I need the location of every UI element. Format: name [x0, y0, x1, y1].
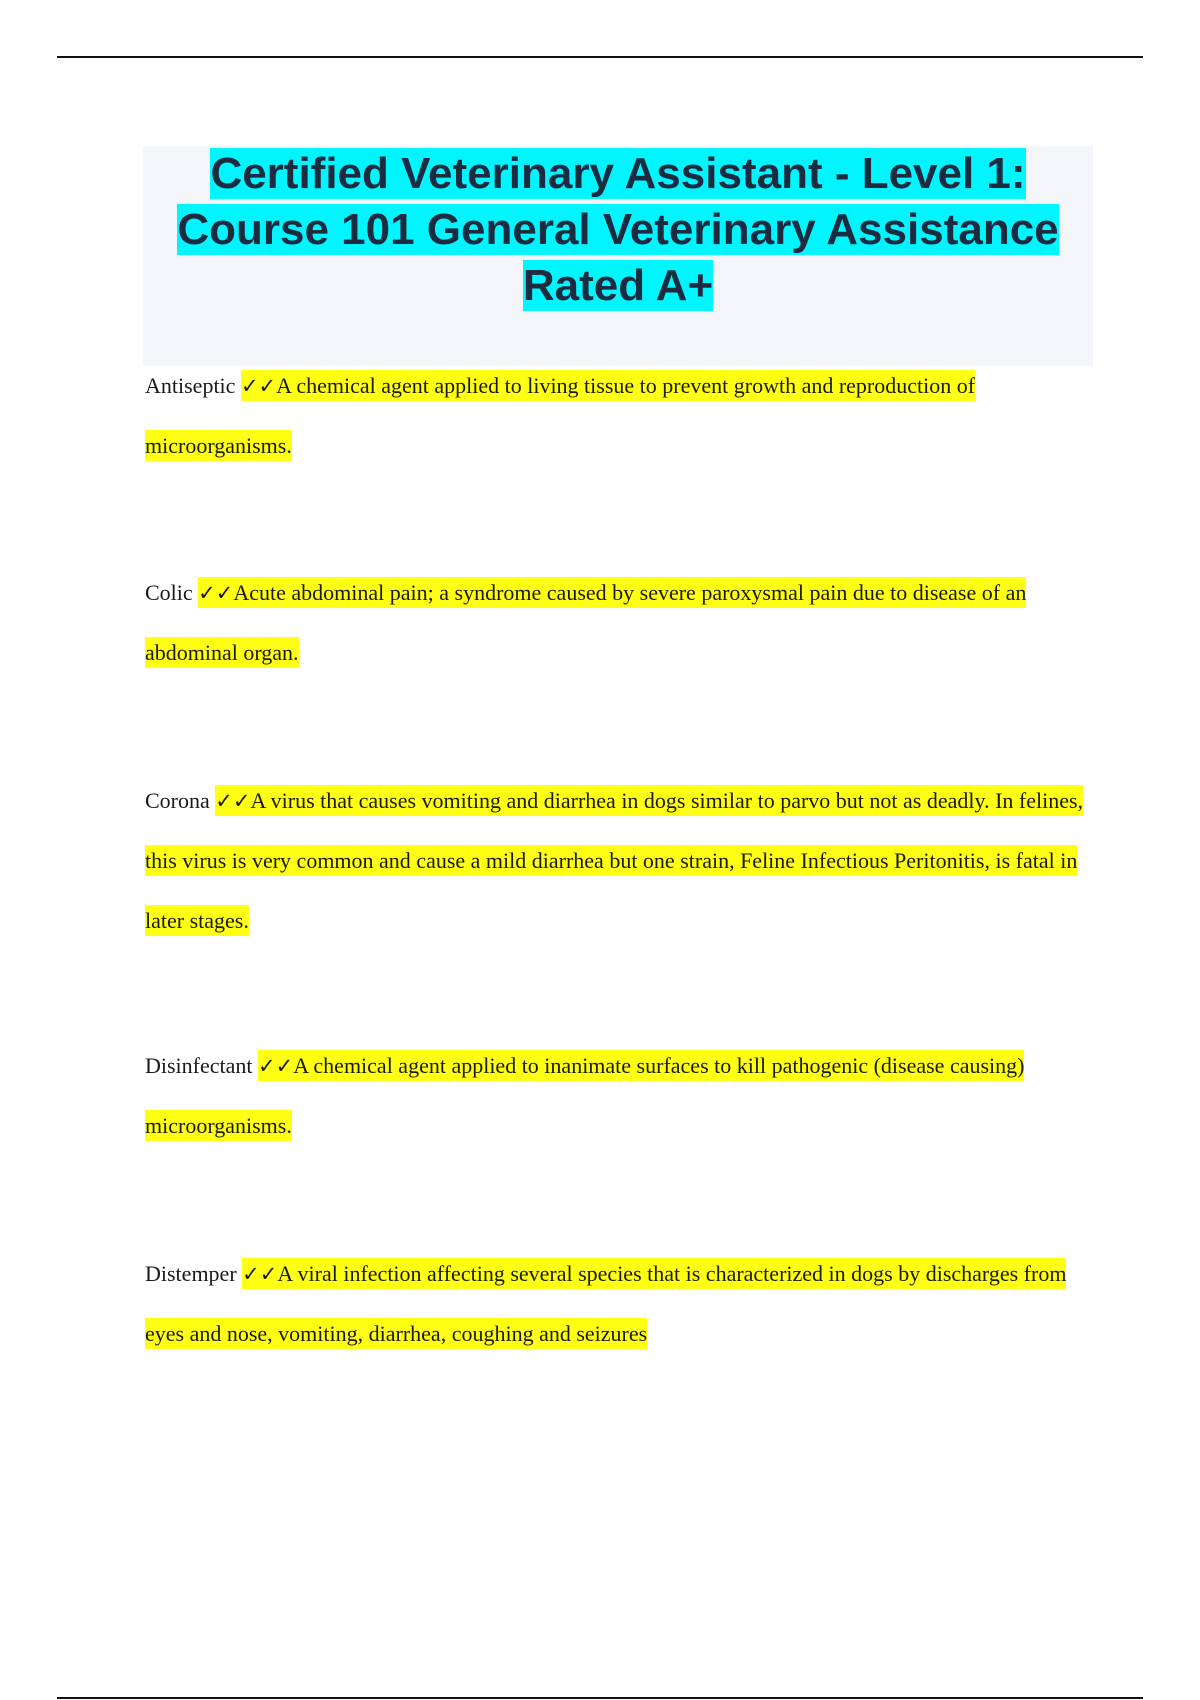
footer-rule	[57, 1697, 1143, 1699]
qa-entry-disinfectant	[145, 1036, 1105, 1156]
entry-definition: A chemical agent applied to living tissue to prevent growth and reproduction of microorganisms.	[145, 373, 976, 458]
entry-answer	[145, 577, 1026, 668]
page-title	[143, 146, 1093, 314]
entry-definition: A viral infection affecting several species that is characterized in dogs by discharges from eyes and nose, vomiting, diarrhea, coughing and seizures	[145, 1261, 1067, 1346]
qa-entry-antiseptic	[145, 356, 1105, 476]
qa-entry-distemper	[145, 1244, 1105, 1364]
entry-answer	[145, 1258, 1066, 1349]
qa-entry-corona	[145, 771, 1105, 951]
entry-term: Corona	[145, 788, 210, 813]
entry-definition: A virus that causes vomiting and diarrhea in dogs similar to parvo but not as deadly. In felines, this virus is very common and cause a mild diarrhea but one strain, Feline Infectious Peritonitis, is fatal in later stages.	[145, 788, 1084, 933]
entry-answer	[145, 1050, 1024, 1141]
entry-term: Antiseptic	[145, 373, 236, 398]
checkmark-icon: ✓✓	[240, 374, 277, 398]
page-title-text: Certified Veterinary Assistant - Level 1: Course 101 General Veterinary Assistance Rated A+	[177, 149, 1059, 310]
checkmark-icon: ✓✓	[198, 581, 234, 605]
title-block	[143, 146, 1093, 366]
entry-term: Colic	[145, 580, 193, 605]
entry-answer	[145, 785, 1083, 936]
entry-answer	[145, 370, 975, 461]
entry-definition: A chemical agent applied to inanimate surfaces to kill pathogenic (disease causing) microorganisms.	[145, 1053, 1025, 1138]
header-rule	[57, 56, 1143, 58]
checkmark-icon: ✓✓	[258, 1054, 294, 1078]
qa-entry-colic	[145, 563, 1105, 683]
entry-term: Distemper	[145, 1261, 237, 1286]
entry-term: Disinfectant	[145, 1053, 253, 1078]
checkmark-icon: ✓✓	[242, 1262, 278, 1286]
checkmark-icon: ✓✓	[215, 789, 251, 813]
entry-definition: Acute abdominal pain; a syndrome caused by severe paroxysmal pain due to disease of an abdominal organ.	[145, 580, 1027, 665]
